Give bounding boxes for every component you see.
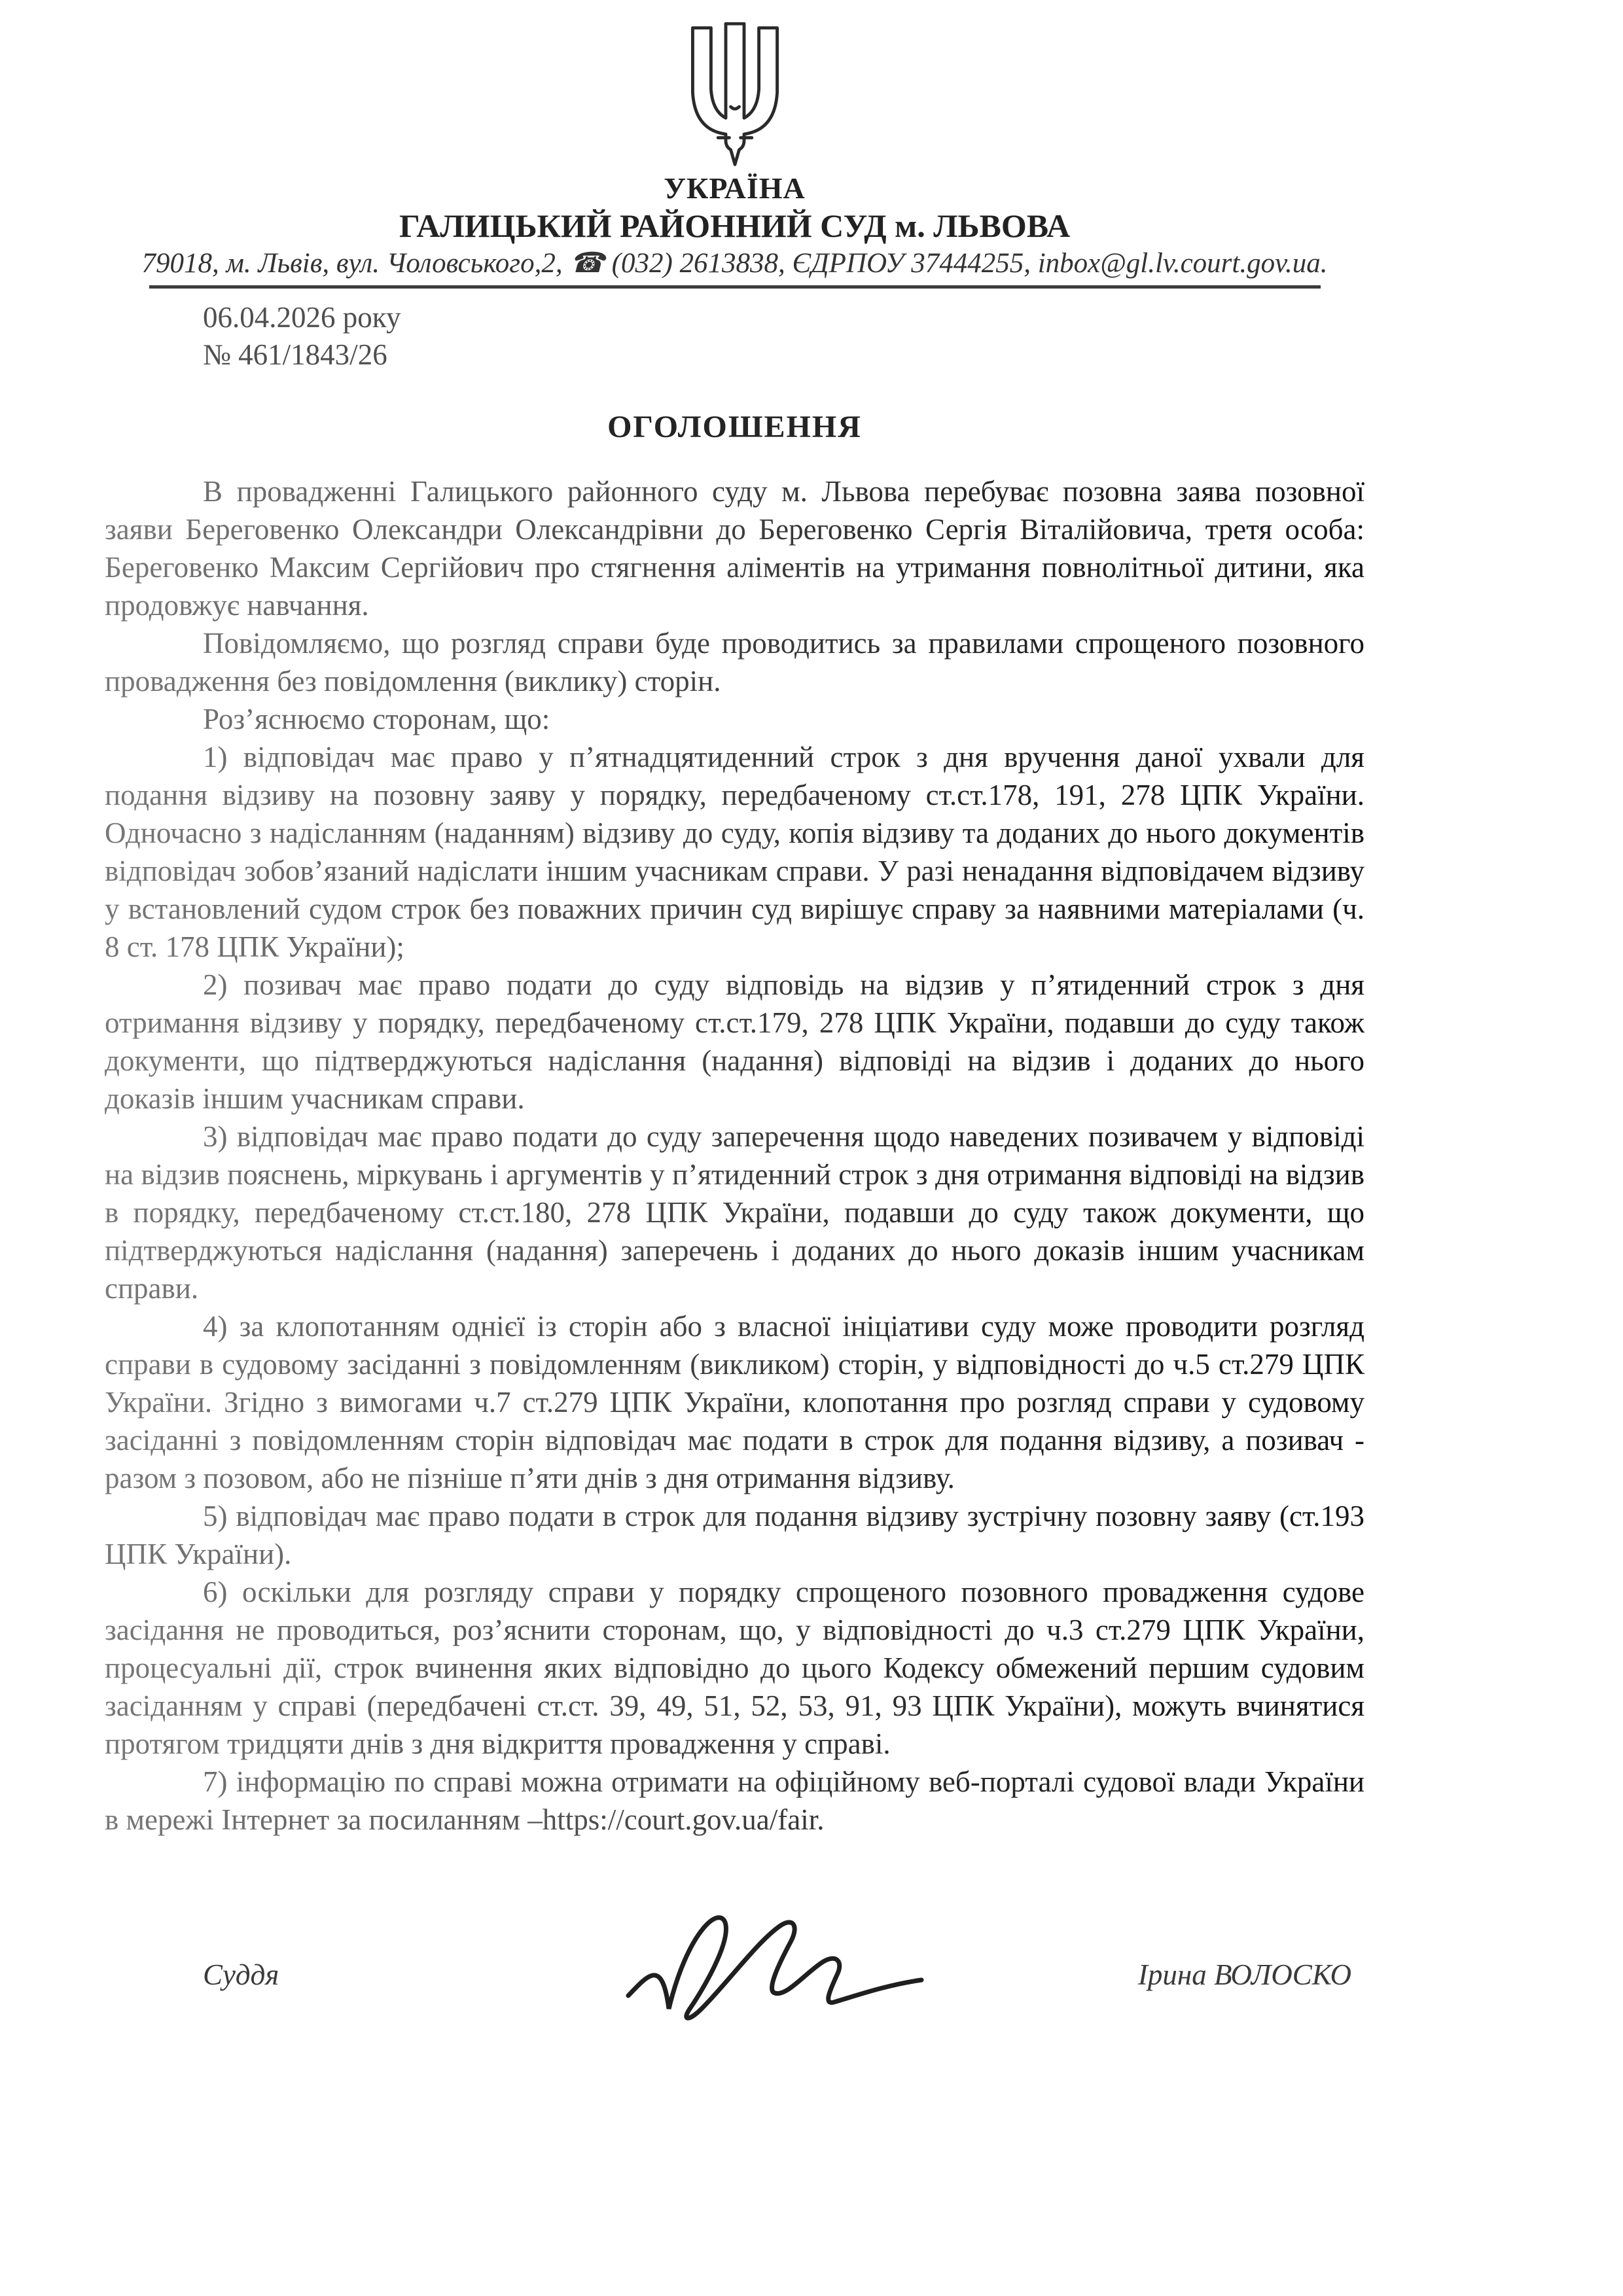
- court-name: ГАЛИЦЬКИЙ РАЙОННИЙ СУД м. ЛЬВОВА: [399, 207, 1071, 244]
- paragraph-notice: Повідомляємо, що розгляд справи буде проводитись за правилами спрощеного позовного провадження без повідомлення (виклику) сторін.: [105, 624, 1364, 700]
- paragraph-item-1: 1) відповідач має право у п’ятнадцятиденний строк з дня вручення даної ухвали для подання відзиву на позовну заяву у порядку, передбаченому ст.ст.178, 191, 278 ЦПК України. Одночасно з надісланням (наданням) відзиву до суду, копія відзиву та доданих до нього документів відповідач зобов’язаний надіслати іншим учасникам справи. У разі ненадання відповідачем відзиву у встановлений судом строк без поважних причин суд вирішує справу за наявними матеріалами (ч. 8 ст. 178 ЦПК України);: [105, 738, 1364, 966]
- document-meta: [203, 299, 1364, 374]
- court-address-line: 79018, м. Львів, вул. Чоловського,2, ☎ (032) 2613838, ЄДРПОУ 37444255, inbox@gl.lv.court.gov.ua.: [141, 248, 1328, 279]
- country-name: УКРАЇНА: [664, 171, 806, 205]
- document-title: ОГОЛОШЕННЯ: [607, 410, 862, 444]
- paragraph-item-6: 6) оскільки для розгляду справи у порядку спрощеного позовного провадження судове засідання не проводиться, роз’яснити сторонам, що, у відповідності до ч.3 ст.279 ЦПК України, процесуальні дії, строк вчинення яких відповідно до цього Кодексу обмежений першим судовим засіданням у справі (передбачені ст.ст. 39, 49, 51, 52, 53, 91, 93 ЦПК України), можуть вчинятися протягом тридцяти днів з дня відкриття провадження у справі.: [105, 1573, 1364, 1763]
- paragraph-intro: В провадженні Галицького районного суду м. Львова перебуває позовна заява позовної заяви Береговенко Олександри Олександрівни до Береговенко Сергія Віталійовича, третя особа: Береговенко Максим Сергійович про стягнення аліментів на утримання повнолітньої дитини, яка продовжує навчання.: [105, 472, 1364, 624]
- judge-signature-icon: [589, 1891, 942, 2041]
- judge-label: Суддя: [203, 1958, 279, 1991]
- signature-row: [105, 1916, 1364, 2066]
- document-header: [105, 22, 1364, 289]
- document-body: [105, 472, 1364, 1839]
- paragraph-item-5: 5) відповідач має право подати в строк для подання відзиву зустрічну позовну заяву (ст.193 ЦПК України).: [105, 1497, 1364, 1573]
- header-divider: [149, 285, 1321, 289]
- paragraph-item-7: 7) інформацію по справі можна отримати на офіційному веб-порталі судової влади України в мережі Інтернет за посиланням –https://court.gov.ua/fair.: [105, 1763, 1364, 1839]
- paragraph-item-2: 2) позивач має право подати до суду відповідь на відзив у п’ятиденний строк з дня отримання відзиву у порядку, передбаченому ст.ст.179, 278 ЦПК України, подавши до суду також документи, що підтверджуються надіслання (надання) відповіді на відзив і доданих до нього доказів іншим учасникам справи.: [105, 966, 1364, 1118]
- case-number: № 461/1843/26: [203, 338, 387, 371]
- paragraph-item-3: 3) відповідач має право подати до суду заперечення щодо наведених позивачем у відповіді на відзив пояснень, міркувань і аргументів у п’ятиденний строк з дня отримання відповіді на відзив в порядку, передбаченому ст.ст.180, 278 ЦПК України, подавши до суду також документи, що підтверджуються надіслання (надання) заперечень і доданих до нього доказів іншим учасникам справи.: [105, 1118, 1364, 1307]
- ukraine-trident-emblem: [105, 22, 1364, 170]
- document-date: 06.04.2026 року: [203, 301, 401, 334]
- paragraph-item-4: 4) за клопотанням однієї із сторін або з власної ініціативи суду може проводити розгляд справи в судовому засіданні з повідомленням (викликом) сторін, у відповідності до ч.5 ст.279 ЦПК України. Згідно з вимогами ч.7 ст.279 ЦПК України, клопотання про розгляд справи у судовому засіданні з повідомленням сторін відповідач має подати в строк для подання відзиву, а позивач - разом з позовом, або не пізніше п’яти днів з дня отримання відзиву.: [105, 1307, 1364, 1497]
- paragraph-clarify: Роз’яснюємо сторонам, що:: [105, 700, 1364, 738]
- judge-name: Ірина ВОЛОСКО: [1137, 1958, 1351, 1991]
